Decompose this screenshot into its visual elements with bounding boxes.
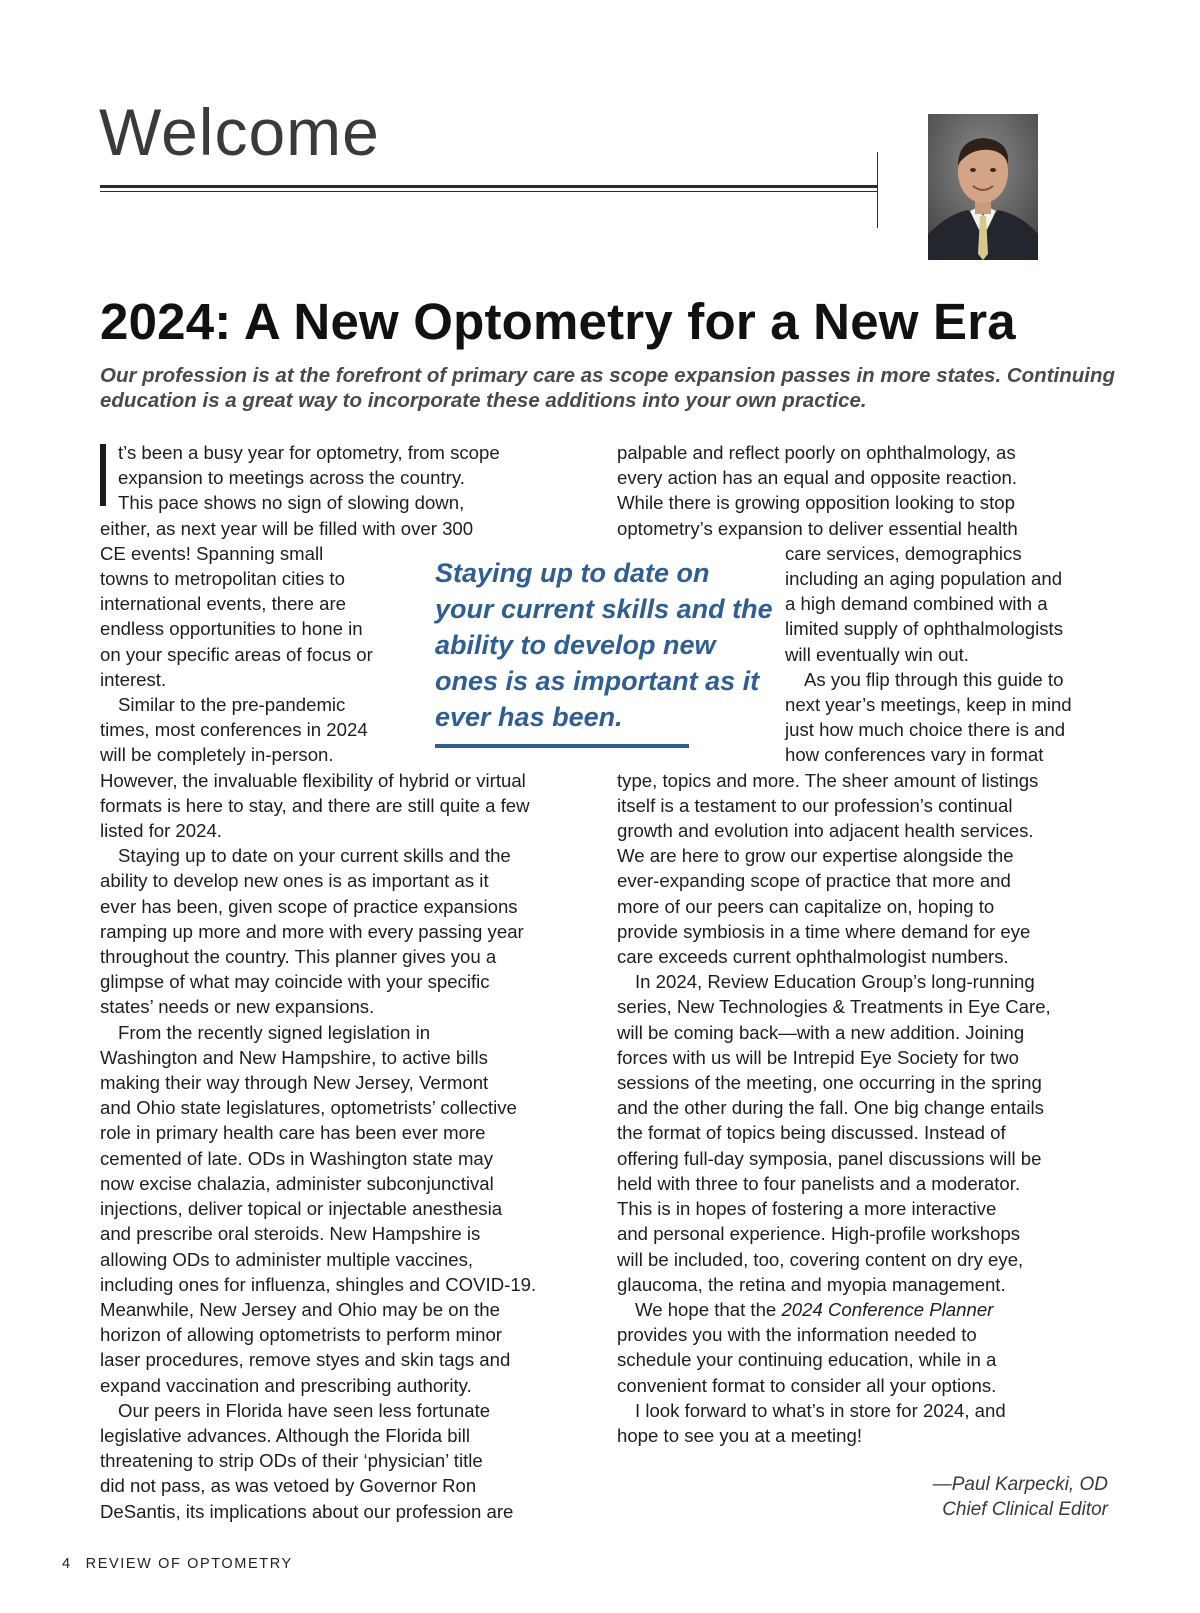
text-line: on your specific areas of focus or: [100, 643, 373, 665]
text-line: provides you with the information needed to: [617, 1324, 977, 1346]
text-line: towns to metropolitan cities to: [100, 568, 345, 590]
pull-quote: Staying up to date on your current skills and the ability to develop new ones is as important as it ever has been.: [435, 558, 773, 732]
text-line: will eventually win out.: [785, 643, 969, 665]
text-line: provide symbiosis in a time where demand for eye: [617, 920, 1031, 942]
text-line: hope to see you at a meeting!: [617, 1424, 862, 1446]
text-line: ever-expanding scope of practice that more and: [617, 870, 1011, 892]
text-line: series, New Technologies & Treatments in Eye Care,: [617, 996, 1051, 1018]
text-line: laser procedures, remove styes and skin tags and: [100, 1349, 511, 1371]
text-line: However, the invaluable flexibility of hybrid or virtual: [100, 769, 526, 791]
text-line: Washington and New Hampshire, to active bills: [100, 1046, 488, 1068]
text-line: limited supply of ophthalmologists: [785, 618, 1064, 640]
text-line: how conferences vary in format: [785, 744, 1044, 766]
editor-portrait-icon: [928, 114, 1038, 260]
text-line: and Ohio state legislatures, optometrists’ collective: [100, 1097, 517, 1119]
text-line: DeSantis, its implications about our profession are: [100, 1500, 514, 1522]
text-line: optometry’s expansion to deliver essential health: [617, 517, 1018, 539]
text-line: threatening to strip ODs of their ‘physician’ title: [100, 1450, 483, 1472]
text-line: [617, 1297, 1117, 1322]
text-line: From the recently signed legislation in: [118, 1021, 431, 1043]
text-line: In 2024, Review Education Group’s long-running: [635, 971, 1035, 993]
text-line: Our peers in Florida have seen less fortunate: [118, 1399, 491, 1421]
text-line: glimpse of what may coincide with your specific: [100, 971, 490, 993]
author-name: —Paul Karpecki, OD: [932, 1474, 1108, 1495]
text-line: will be included, too, covering content on dry eye,: [617, 1248, 1024, 1270]
author-signature: [933, 1472, 1108, 1522]
text-line: schedule your continuing education, while in a: [617, 1349, 997, 1371]
text-line: throughout the country. This planner gives you a: [100, 946, 497, 968]
text-line: either, as next year will be filled with over 300: [100, 517, 474, 539]
text-line: and personal experience. High-profile workshops: [617, 1223, 1021, 1245]
publication-name: REVIEW OF OPTOMETRY: [85, 1556, 293, 1572]
text-line: including an aging population and: [785, 568, 1063, 590]
text-line: a high demand combined with a: [785, 593, 1048, 615]
text-line: more of our peers can capitalize on, hoping to: [617, 895, 995, 917]
text-line: sessions of the meeting, one occurring in the spring: [617, 1072, 1042, 1094]
text-line: While there is growing opposition looking to stop: [617, 492, 1015, 514]
text-line: next year’s meetings, keep in mind: [785, 694, 1072, 716]
text-line: care exceeds current ophthalmologist numbers.: [617, 946, 1009, 968]
text-line: formats is here to stay, and there are still quite a few: [100, 794, 530, 816]
text-line: just how much choice there is and: [785, 719, 1066, 741]
title-rule-thick: [100, 185, 878, 188]
text-line: This pace shows no sign of slowing down,: [118, 492, 465, 514]
text-line: injections, deliver topical or injectable anesthesia: [100, 1198, 503, 1220]
text-line: role in primary health care has been ever more: [100, 1122, 486, 1144]
text-line: growth and evolution into adjacent health services.: [617, 820, 1034, 842]
text-line: making their way through New Jersey, Vermont: [100, 1072, 489, 1094]
text-line: forces with us will be Intrepid Eye Society for two: [617, 1046, 1019, 1068]
page-footer: [62, 1556, 293, 1572]
text-line: glaucoma, the retina and myopia management.: [617, 1273, 1006, 1295]
text-line: expansion to meetings across the country.: [118, 467, 465, 489]
text-line: held with three to four panelists and a moderator.: [617, 1172, 1021, 1194]
text-line: offering full-day symposia, panel discussions will be: [617, 1147, 1042, 1169]
text-line: Meanwhile, New Jersey and Ohio may be on the: [100, 1298, 500, 1320]
text-line: cemented of late. ODs in Washington state may: [100, 1147, 494, 1169]
text-line: interest.: [100, 668, 167, 690]
title-rule-thin: [100, 191, 878, 192]
text-line: the format of topics being discussed. Instead of: [617, 1122, 1006, 1144]
text-line: care services, demographics: [785, 542, 1022, 564]
text-line: We are here to grow our expertise alongside the: [617, 845, 1014, 867]
text-line: This is in hopes of fostering a more interactive: [617, 1198, 997, 1220]
text-line: expand vaccination and prescribing authority.: [100, 1374, 472, 1396]
text-line: type, topics and more. The sheer amount of listings: [617, 769, 1039, 791]
text-line: endless opportunities to hone in: [100, 618, 363, 640]
article-deck: Our profession is at the forefront of primary care as scope expansion passes in more states. Continuing education is a great way to incorporate these additions into your own practice.: [100, 364, 1116, 412]
text-line: ability to develop new ones is as important as it: [100, 870, 489, 892]
text-line: horizon of allowing optometrists to perform minor: [100, 1324, 502, 1346]
text-line: will be completely in-person.: [100, 744, 334, 766]
text-line: and prescribe oral steroids. New Hampshire is: [100, 1223, 481, 1245]
text-line: now excise chalazia, administer subconjunctival: [100, 1172, 494, 1194]
text-line: ever has been, given scope of practice expansions: [100, 895, 518, 917]
text-line: palpable and reflect poorly on ophthalmology, as: [617, 442, 1016, 463]
text-line: Similar to the pre-pandemic: [118, 694, 346, 716]
text-line: listed for 2024.: [100, 820, 222, 842]
text-line: every action has an equal and opposite reaction.: [617, 467, 1018, 489]
text-line: will be coming back—with a new addition. Joining: [617, 1021, 1025, 1043]
text-line: t’s been a busy year for optometry, from scope: [118, 442, 500, 463]
page-number: 4: [62, 1556, 72, 1572]
text-line: convenient format to consider all your options.: [617, 1374, 997, 1396]
text-line: legislative advances. Although the Florida bill: [100, 1424, 471, 1446]
text-line: did not pass, as was vetoed by Governor Ron: [100, 1475, 477, 1497]
text-line: ramping up more and more with every passing year: [100, 920, 524, 942]
title-rule-vertical: [877, 152, 878, 228]
text-line: CE events! Spanning small: [100, 542, 324, 564]
text-line: including ones for influenza, shingles and COVID-19.: [100, 1273, 537, 1295]
text-line: times, most conferences in 2024: [100, 719, 368, 741]
section-title: Welcome: [99, 95, 380, 169]
text-line: and the other during the fall. One big change entails: [617, 1097, 1044, 1119]
article-headline: 2024: A New Optometry for a New Era: [100, 293, 1016, 350]
text-line: I look forward to what’s in store for 2024, and: [635, 1399, 1006, 1421]
text-line: As you flip through this guide to: [804, 668, 1064, 690]
article-column-right: [617, 440, 1117, 1448]
text-line: allowing ODs to administer multiple vaccines,: [100, 1248, 474, 1270]
text-line: itself is a testament to our profession’s continual: [617, 794, 1013, 816]
text-line: Staying up to date on your current skills and the: [118, 845, 511, 867]
text-run: We hope that the: [635, 1298, 782, 1320]
planner-title: 2024 Conference Planner: [781, 1298, 994, 1320]
author-title: Chief Clinical Editor: [942, 1499, 1108, 1520]
text-line: states’ needs or new expansions.: [100, 996, 375, 1018]
text-line: international events, there are: [100, 593, 347, 615]
